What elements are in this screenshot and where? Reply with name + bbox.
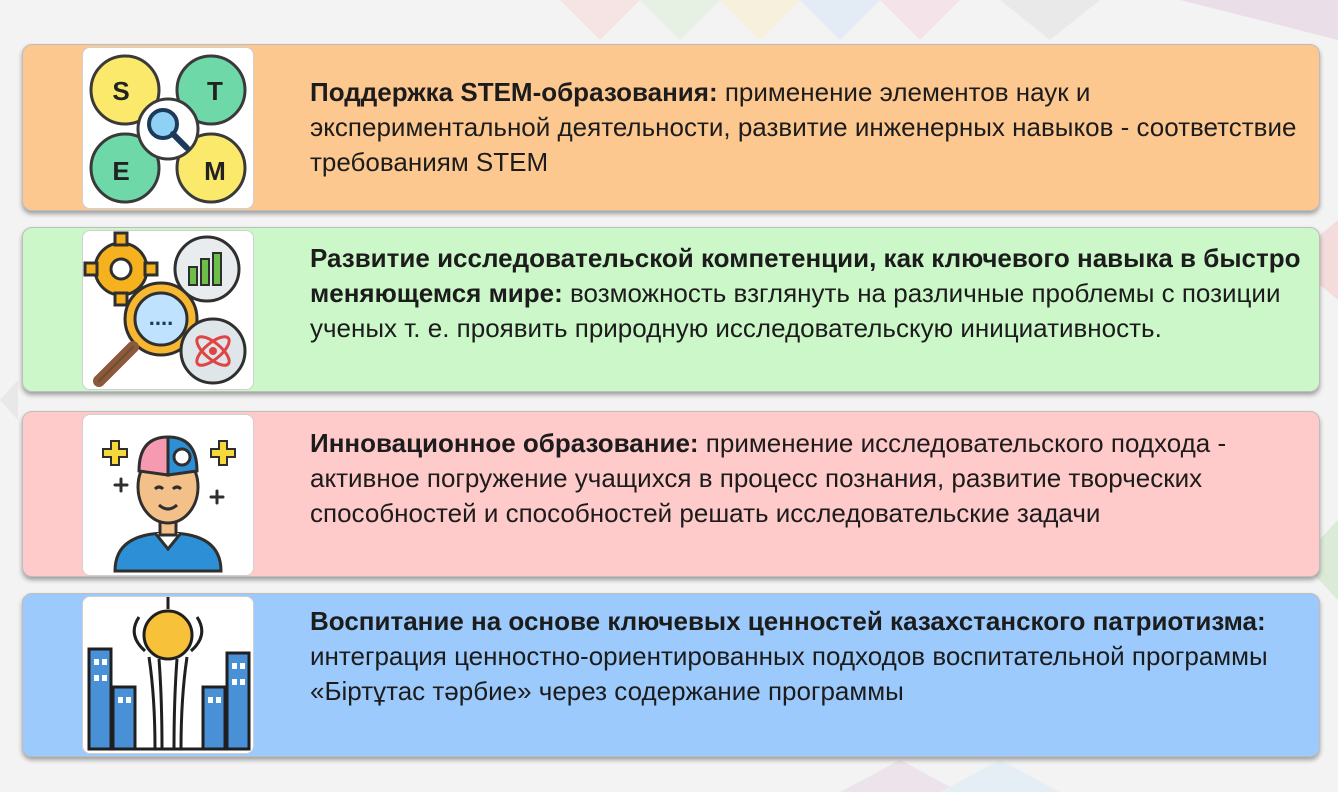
stem-icon	[82, 47, 254, 209]
card-research-text	[310, 241, 1305, 346]
card-patriotism	[22, 593, 1320, 757]
card-stem-title: Поддержка STEM-образования:	[310, 77, 718, 107]
stem-letter-t: T	[207, 76, 223, 106]
card-stem-body: применение элементов наук и экспериментальной деятельности, развитие инженерных навыков - соответствие требованиям STEM	[310, 77, 1297, 177]
card-patriotism-text	[310, 604, 1305, 709]
card-patriotism-title: Воспитание на основе ключевых ценностей казахстанского патриотизма:	[310, 606, 1266, 636]
baiterek-city-icon	[82, 596, 254, 754]
card-innovation-title: Инновационное образование:	[310, 428, 699, 458]
stem-letter-s: S	[112, 76, 130, 106]
card-research	[22, 227, 1320, 392]
svg-text:....: ....	[148, 305, 174, 330]
card-research-title: Развитие исследовательской компетенции, как ключевого навыка в быстро меняющемся мире:	[310, 243, 1301, 308]
card-research-body: возможность взглянуть на различные проблемы с позиции ученых т. е. проявить природную исследовательскую инициативность.	[310, 278, 1281, 343]
card-stem	[22, 44, 1320, 211]
card-innovation	[22, 411, 1320, 577]
card-patriotism-body: интеграция ценностно-ориентированных подходов воспитательной программы «Біртұтас тәрбие» через содержание программы	[310, 641, 1268, 706]
innovation-icon	[82, 414, 254, 576]
card-innovation-body: применение исследовательского подхода - активное погружение учащихся в процесс познания, развитие творческих способностей и способностей решать исследовательские задачи	[310, 428, 1227, 528]
card-stem-text	[310, 75, 1305, 180]
card-innovation-text	[310, 426, 1305, 531]
stem-letter-m: M	[204, 156, 226, 186]
stem-letter-e: E	[112, 156, 130, 186]
research-icon	[82, 230, 254, 390]
